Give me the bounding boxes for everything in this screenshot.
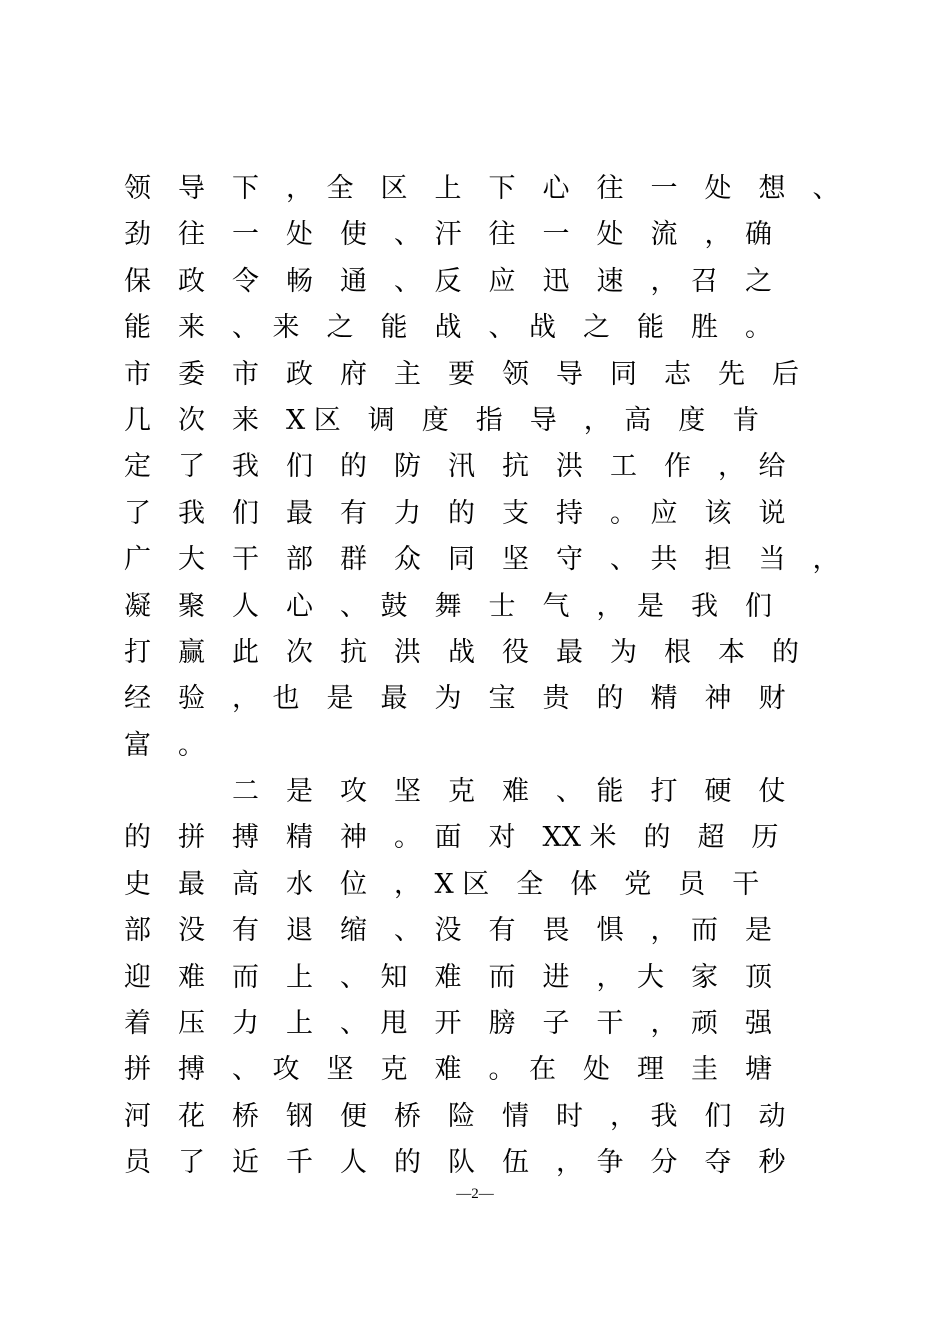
text-line: 了 我 们 最 有 力 的 支 持 。 应 该 说 — [124, 497, 786, 529]
text-line: 定 了 我 们 的 防 汛 抗 洪 工 作 ， 给 — [124, 451, 786, 483]
text-line: 能 来 、 来 之 能 战 、 战 之 能 胜 。 — [124, 312, 772, 344]
text-line: 二 是 攻 坚 克 难 、 能 打 硬 仗 — [124, 776, 786, 808]
text-line: 保 政 令 畅 通 、 反 应 迅 速 ， 召 之 — [124, 265, 772, 297]
text-line: 领 导 下 ， 全 区 上 下 心 往 一 处 想 、 — [124, 173, 840, 204]
body-text — [124, 166, 844, 1187]
page-number: —2— — [456, 1186, 494, 1202]
text-line: 迎 难 而 上 、 知 难 而 进 ， 大 家 顶 — [124, 961, 772, 993]
text-line: 员 了 近 千 人 的 队 伍 ， 争 分 夺 秒 — [124, 1147, 786, 1179]
text-line: 几 次 来 X 区 调 度 指 导 ， 高 度 肯 — [124, 404, 760, 436]
text-line: 凝 聚 人 心 、 鼓 舞 士 气 ， 是 我 们 — [124, 590, 772, 622]
text-line: 市 委 市 政 府 主 要 领 导 同 志 先 后 — [124, 358, 799, 390]
text-line: 部 没 有 退 缩 、 没 有 畏 惧 ， 而 是 — [124, 915, 772, 947]
text-line: 拼 搏 、 攻 坚 克 难 。 在 处 理 圭 塘 — [124, 1054, 772, 1086]
text-line: 经 验 ， 也 是 最 为 宝 贵 的 精 神 财 — [124, 683, 786, 715]
text-line: 着 压 力 上 、 甩 开 膀 子 干 ， 顽 强 — [124, 1008, 772, 1040]
text-line: 史 最 高 水 位 ， X 区 全 体 党 员 干 — [124, 868, 760, 900]
text-line: 打 赢 此 次 抗 洪 战 役 最 为 根 本 的 — [124, 636, 799, 668]
text-line: 河 花 桥 钢 便 桥 险 情 时 ， 我 们 动 — [124, 1100, 786, 1132]
text-line: 劲 往 一 处 使 、 汗 往 一 处 流 ， 确 — [124, 219, 772, 251]
text-line: 的 拼 搏 精 神 。 面 对 XX 米 的 超 历 — [124, 822, 779, 854]
text-line: 富 。 — [124, 729, 205, 761]
text-line: 广 大 干 部 群 众 同 坚 守 、 共 担 当 ， — [124, 544, 840, 576]
